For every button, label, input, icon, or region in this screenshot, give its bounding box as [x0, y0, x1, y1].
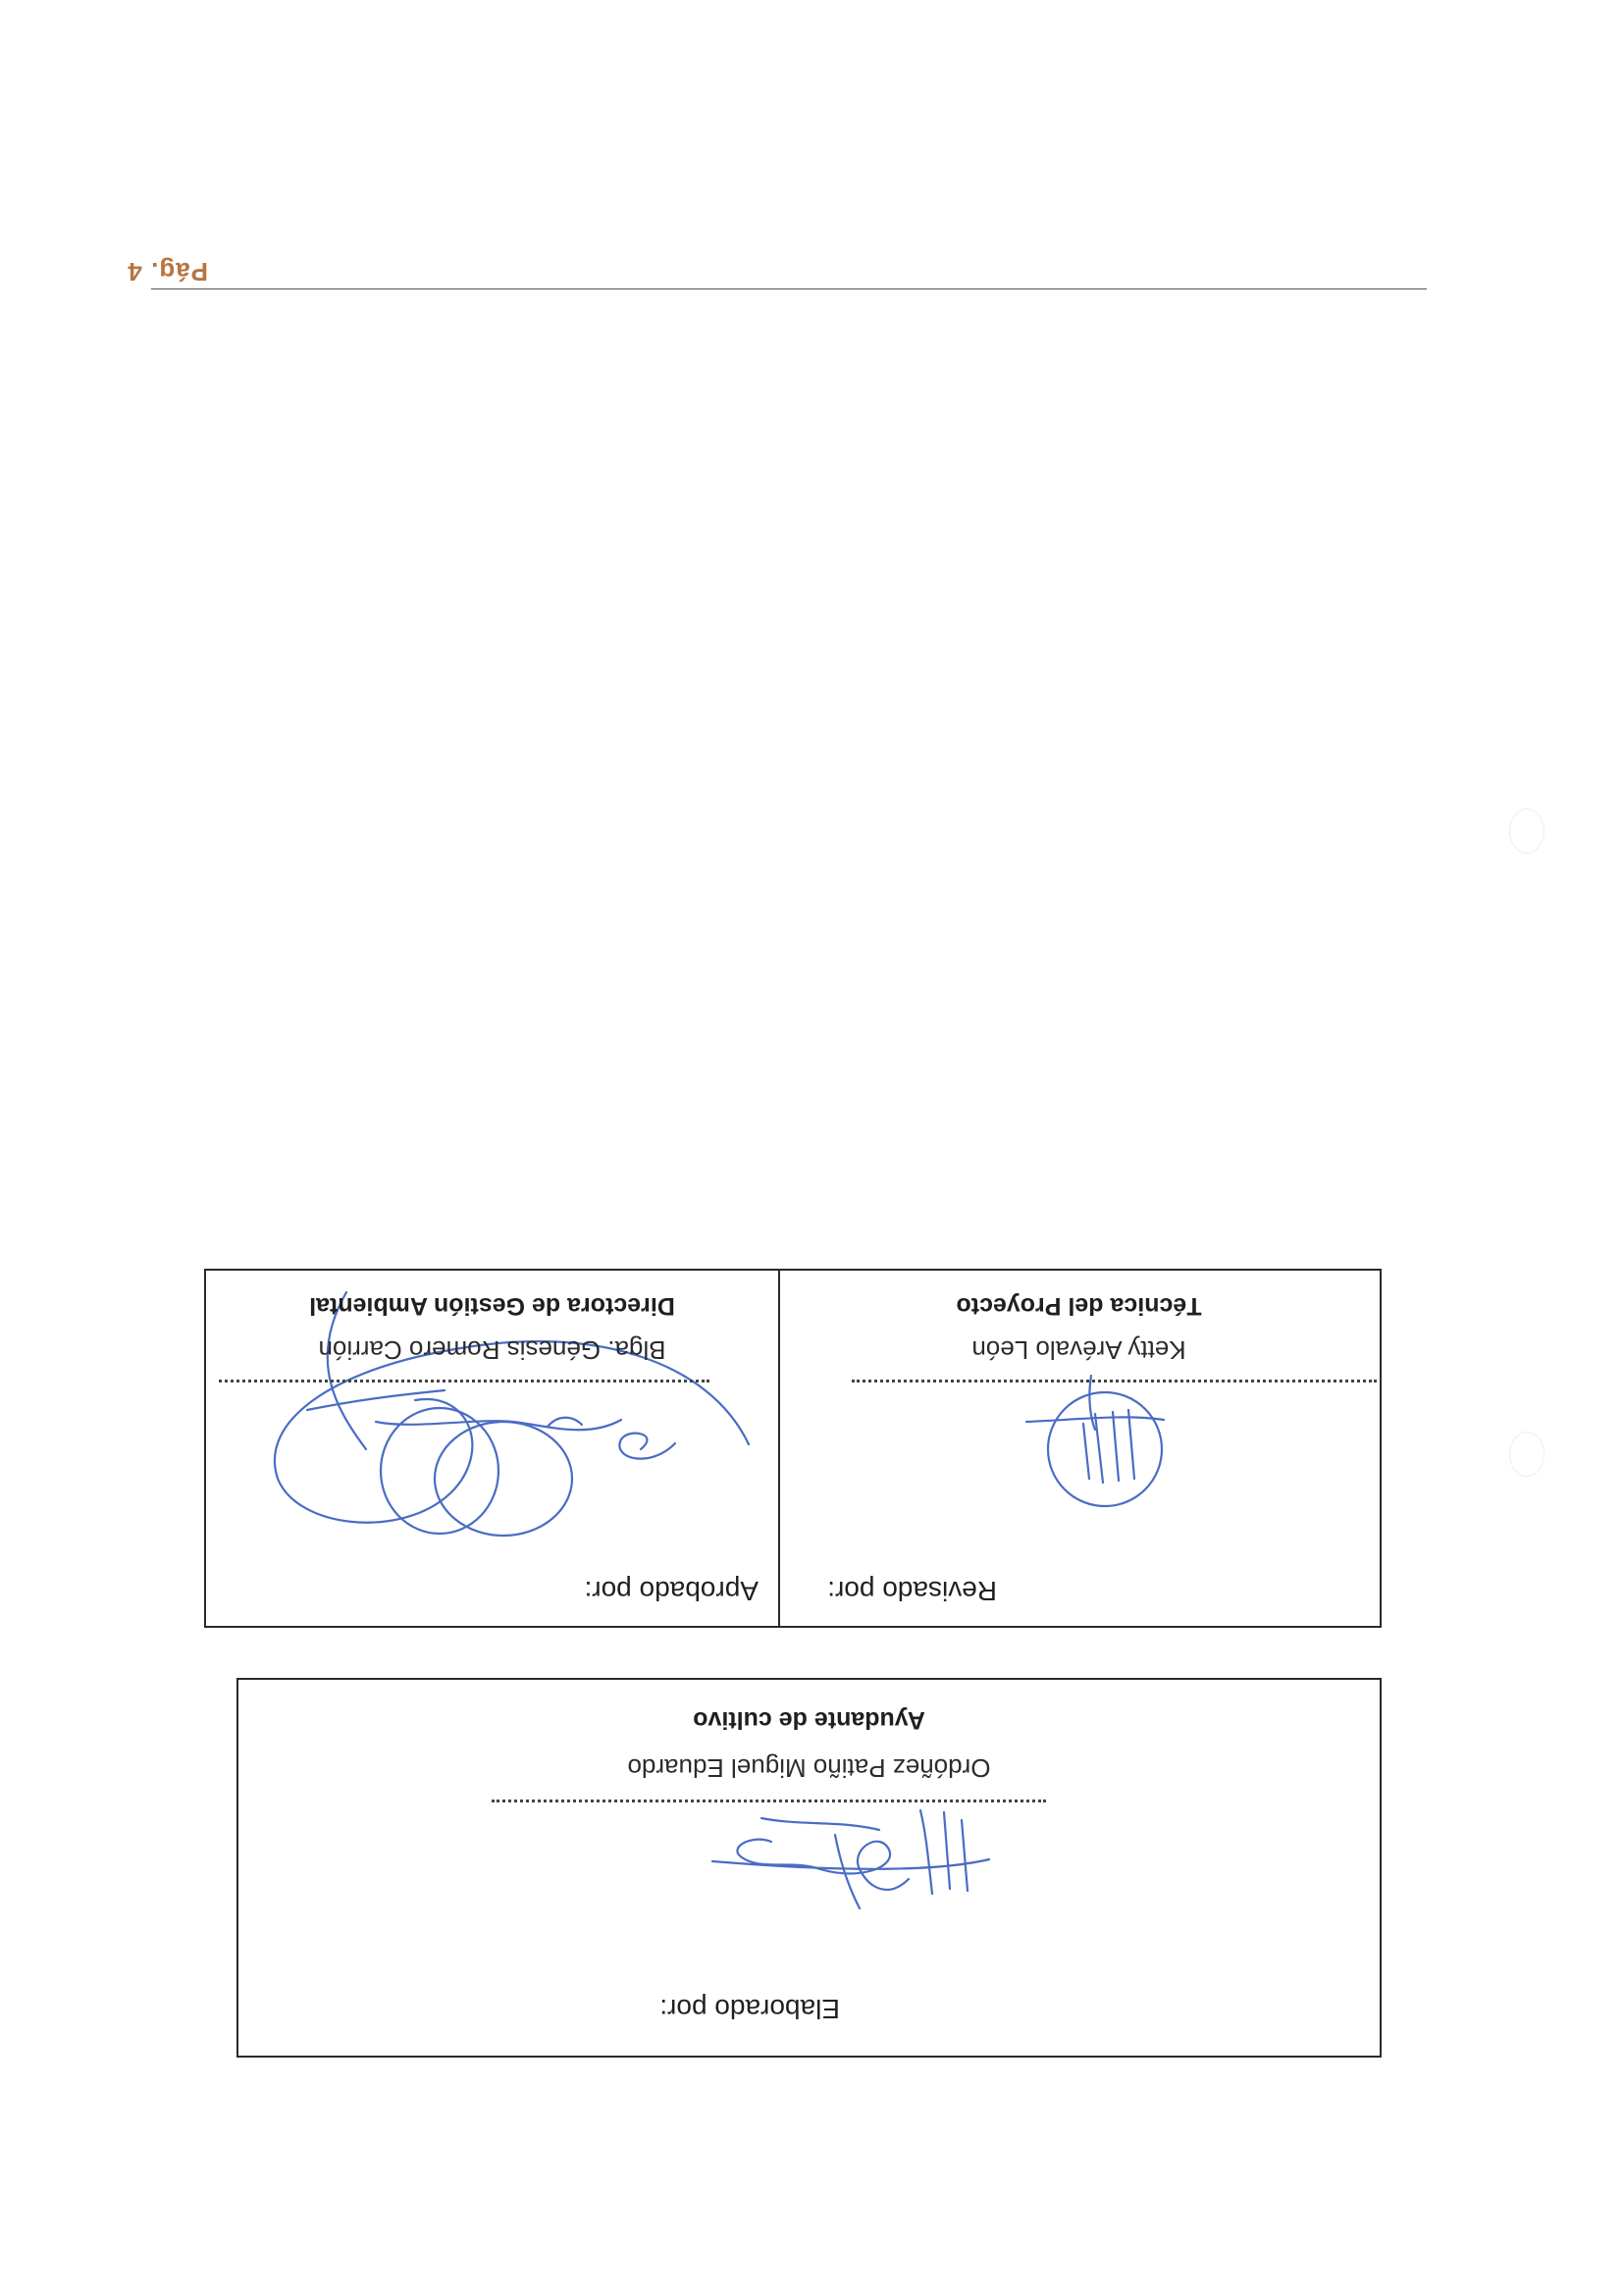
revisado-role: Técnica del Proyecto: [956, 1292, 1202, 1320]
revisado-box: [776, 1269, 1382, 1628]
aprobado-name: Blga. Génesis Romero Carrión: [318, 1335, 666, 1365]
elaborado-box: [236, 1678, 1382, 2058]
revisado-signature-line: [852, 1380, 1377, 1383]
elaborado-name: Ordóñez Patiño Miguel Eduardo: [627, 1753, 991, 1783]
revisado-label: Revisado por:: [827, 1576, 997, 1606]
revisado-signature: [1017, 1371, 1193, 1518]
aprobado-label: Aprobado por:: [584, 1576, 759, 1606]
elaborado-signature: [654, 1791, 1007, 1928]
aprobado-role: Directora de Gestión Ambiental: [309, 1292, 675, 1320]
header-rule: [151, 288, 1427, 289]
elaborado-signature-line: [492, 1800, 1046, 1802]
binder-hole: [1509, 809, 1544, 854]
page-number: Pág. 4: [127, 257, 208, 287]
elaborado-label: Elaborado por:: [659, 1994, 840, 2024]
binder-hole: [1509, 1432, 1544, 1477]
elaborado-role: Ayudante de cultivo: [693, 1706, 925, 1734]
revisado-name: Ketty Arévalo León: [971, 1335, 1186, 1365]
aprobado-box: [204, 1269, 780, 1628]
aprobado-signature-line: [219, 1380, 709, 1383]
